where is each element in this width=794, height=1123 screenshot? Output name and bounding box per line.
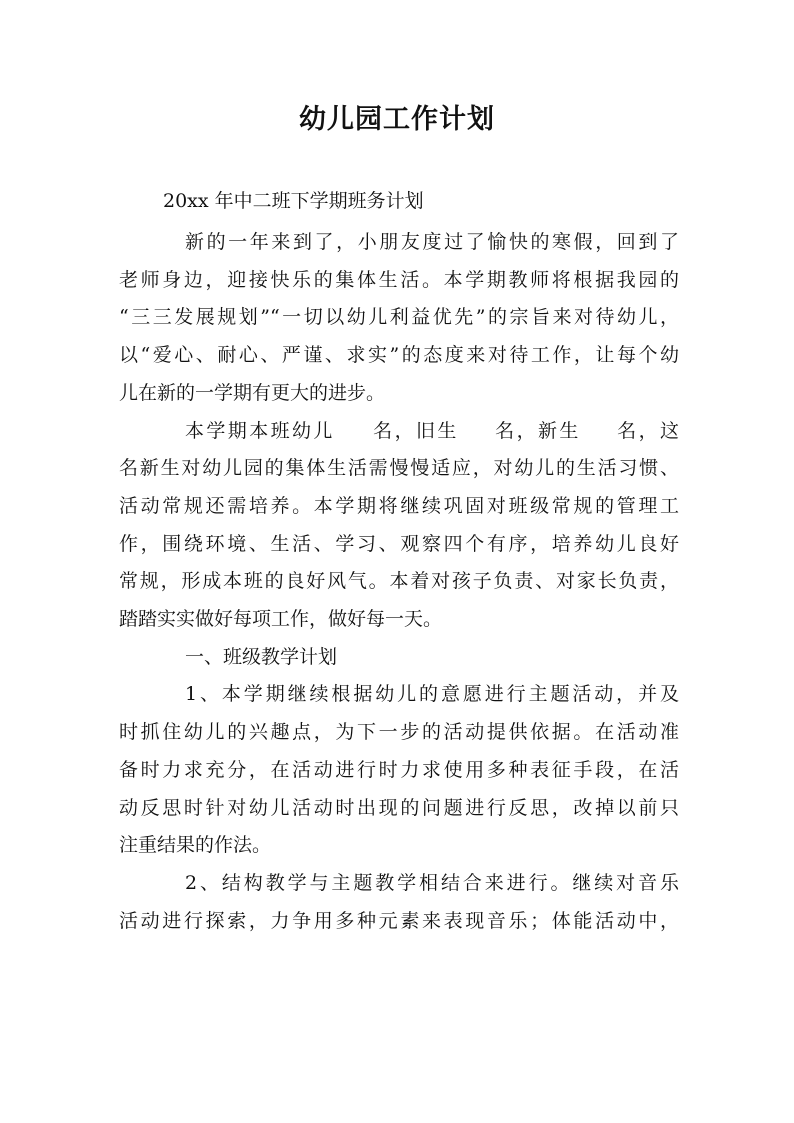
text-line: 动反思时针对幼儿活动时出现的问题进行反思，改掉以前只: [119, 796, 679, 819]
paragraph-item-2: [119, 865, 679, 940]
text-line: 活动进行探索，力争用多种元素来表现音乐；体能活动中，: [119, 909, 679, 932]
section-heading: [119, 639, 679, 677]
text-fragment: 名，新生: [492, 419, 581, 442]
text-line-with-blanks: [119, 413, 679, 451]
text-line: 作，围绕环境、生活、学习、观察四个有序，培养幼儿良好: [119, 532, 679, 555]
text-line: 2、结构教学与主题教学相结合来进行。继续对音乐: [185, 871, 679, 894]
document-body: [119, 224, 679, 940]
text-fragment: 名，旧生: [370, 419, 459, 442]
paragraph-class-info: [119, 413, 679, 639]
paragraph-item-1: [119, 676, 679, 865]
text-line: 名新生对幼儿园的集体生活需慢慢适应，对幼儿的生活习惯、: [119, 457, 679, 480]
text-fragment: 本学期本班幼儿: [185, 419, 335, 442]
text-line: 备时力求充分，在活动进行时力求使用多种表征手段，在活: [119, 758, 679, 781]
text-line: 以“爱心、耐心、严谨、求实”的态度来对待工作，让每个幼: [119, 344, 679, 367]
text-line: 1、本学期继续根据幼儿的意愿进行主题活动，并及: [185, 683, 679, 706]
text-line: 儿在新的一学期有更大的进步。: [119, 381, 386, 404]
text-line: 新的一年来到了，小朋友度过了愉快的寒假，回到了: [185, 231, 679, 253]
paragraph-intro: [119, 224, 679, 413]
text-line: 常规，形成本班的良好风气。本着对孩子负责、对家长负责，: [119, 570, 679, 593]
text-line: 老师身边，迎接快乐的集体生活。本学期教师将根据我园的: [119, 268, 679, 291]
document-subtitle: 20xx 年中二班下学期班务计划: [163, 190, 424, 212]
text-line: “三三发展规划”“一切以幼儿利益优先”的宗旨来对待幼儿，: [119, 306, 679, 329]
text-line: 注重结果的作法。: [119, 834, 272, 857]
document-title: 幼儿园工作计划: [299, 104, 495, 135]
text-fragment: 名，这: [614, 419, 679, 442]
section-heading-text: 一、班级教学计划: [185, 645, 338, 668]
text-line: 踏踏实实做好每项工作，做好每一天。: [119, 608, 443, 631]
text-line: 时抓住幼儿的兴趣点，为下一步的活动提供依据。在活动准: [119, 721, 679, 744]
text-line: 活动常规还需培养。本学期将继续巩固对班级常规的管理工: [119, 494, 679, 517]
